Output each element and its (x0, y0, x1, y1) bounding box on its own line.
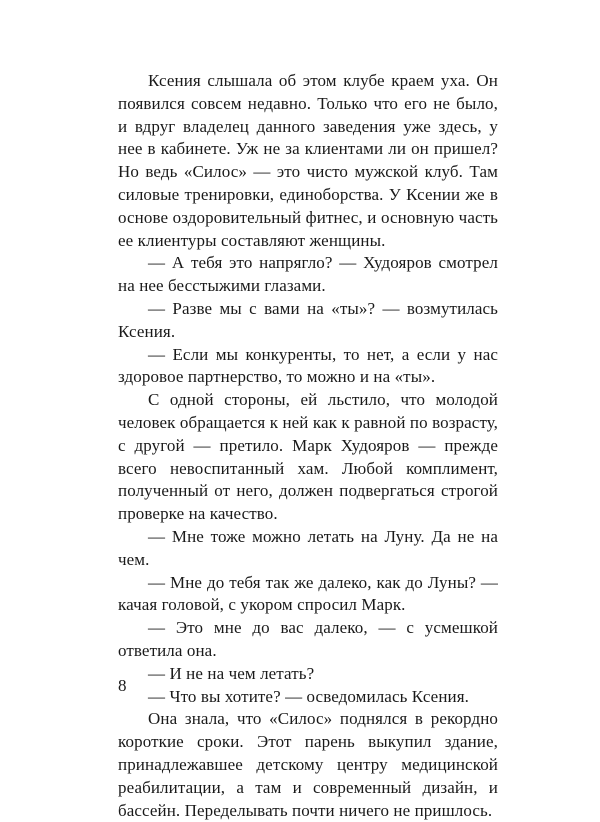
paragraph: Она знала, что «Силос» поднялся в рекордно короткие сроки. Этот парень выкупил здание, принадлежавшее детскому центру медицинской реабилитации, а там и современный дизайн, и бассейн. Переделывать почти ничего не пришлось. (118, 709, 498, 820)
paragraph: — Мне тоже можно летать на Луну. Да не на чем. (118, 526, 498, 569)
paragraph: Ксения слышала об этом клубе краем уха. Он появился совсем недавно. Только что его не было, и вдруг владелец данного заведения уже здесь, у нее в кабинете. Уж не за клиентами ли он пришел? Но ведь «Силос» — это чисто мужской клуб. Там силовые тренировки, единоборства. У Ксении же в основе оздоровительный фитнес, и основную часть ее клиентуры составляют женщины. (118, 71, 498, 250)
paragraph: — Мне до тебя так же далеко, как до Луны? — качая головой, с укором спросил Марк. (118, 572, 498, 615)
paragraph: — Это мне до вас далеко, — с усмешкой ответила она. (118, 618, 498, 660)
paragraph: — И не на чем летать? (148, 663, 315, 683)
paragraph: — Разве мы с вами на «ты»? — возмутилась Ксения. (118, 298, 498, 341)
page-number: 8 (118, 676, 127, 695)
paragraph: — А тебя это напрягло? — Худояров смотрел на нее бесстыжими глазами. (118, 253, 498, 296)
body-text (118, 70, 498, 822)
paragraph: С одной стороны, ей льстило, что молодой человек обращается к ней как к равной по возрасту, с другой — претило. Марк Худояров — прежде всего невоспитанный хам. Любой комплимент, полученный от него, должен подвергаться строгой проверке на качество. (118, 390, 498, 524)
paragraph: — Что вы хотите? — осведомилась Ксения. (148, 686, 469, 706)
paragraph: — Если мы конкуренты, то нет, а если у нас здоровое партнерство, то можно и на «ты». (118, 344, 498, 387)
